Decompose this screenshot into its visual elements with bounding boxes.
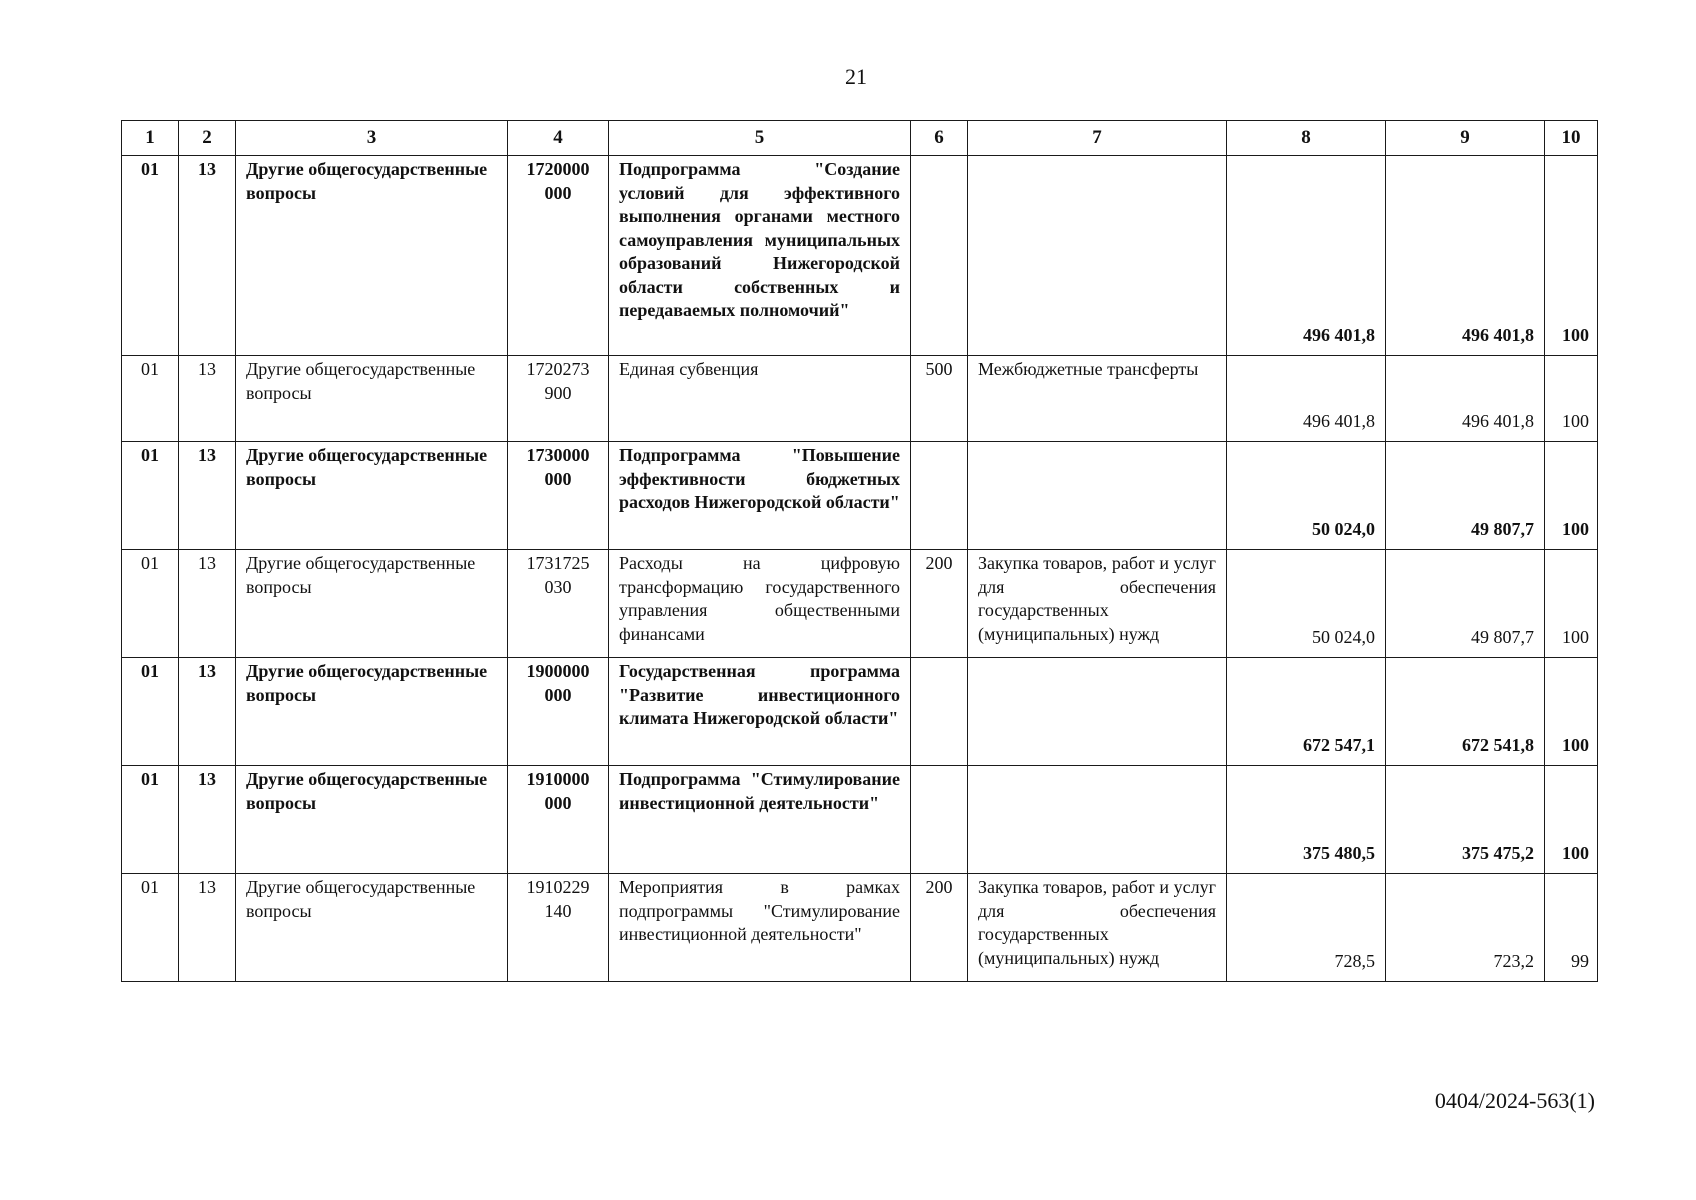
expense-type-code: 200 <box>911 874 968 982</box>
program-name: Подпрограмма "Повышение эффективности бюджетных расходов Нижегородской области" <box>609 442 911 550</box>
table-row <box>122 356 1598 442</box>
column-header: 10 <box>1545 121 1598 156</box>
column-header: 3 <box>236 121 508 156</box>
header-row <box>122 121 1598 156</box>
expense-type-code: 200 <box>911 550 968 658</box>
program-name: Мероприятия в рамках подпрограммы "Стимулирование инвестиционной деятельности" <box>609 874 911 982</box>
planned-amount: 496 401,8 <box>1227 356 1386 442</box>
planned-amount: 672 547,1 <box>1227 658 1386 766</box>
program-name: Подпрограмма "Создание условий для эффективного выполнения органами местного самоуправления муниципальных образований Нижегородской области собственных и передаваемых полномочий" <box>609 156 911 356</box>
table-row <box>122 550 1598 658</box>
actual-amount: 723,2 <box>1386 874 1545 982</box>
expense-type-name: Межбюджетные трансферты <box>968 356 1227 442</box>
expense-type-code <box>911 766 968 874</box>
subsection-code: 13 <box>179 442 236 550</box>
actual-amount: 496 401,8 <box>1386 156 1545 356</box>
column-header: 2 <box>179 121 236 156</box>
column-header: 8 <box>1227 121 1386 156</box>
expense-type-name <box>968 156 1227 356</box>
section-code: 01 <box>122 766 179 874</box>
execution-percent: 100 <box>1545 156 1598 356</box>
execution-percent: 100 <box>1545 442 1598 550</box>
section-name: Другие общегосударственные вопросы <box>236 156 508 356</box>
section-code: 01 <box>122 658 179 766</box>
subsection-code: 13 <box>179 156 236 356</box>
planned-amount: 728,5 <box>1227 874 1386 982</box>
actual-amount: 672 541,8 <box>1386 658 1545 766</box>
table-row <box>122 766 1598 874</box>
program-name: Расходы на цифровую трансформацию государственного управления общественными финансами <box>609 550 911 658</box>
page-number: 21 <box>845 64 867 89</box>
program-name: Подпрограмма "Стимулирование инвестиционной деятельности" <box>609 766 911 874</box>
program-name: Государственная программа "Развитие инвестиционного климата Нижегородской области" <box>609 658 911 766</box>
planned-amount: 496 401,8 <box>1227 156 1386 356</box>
table-row <box>122 442 1598 550</box>
column-header: 6 <box>911 121 968 156</box>
planned-amount: 50 024,0 <box>1227 550 1386 658</box>
section-code: 01 <box>122 156 179 356</box>
target-article-code: 1731725 030 <box>508 550 609 658</box>
section-code: 01 <box>122 442 179 550</box>
actual-amount: 375 475,2 <box>1386 766 1545 874</box>
execution-percent: 99 <box>1545 874 1598 982</box>
document-code: 0404/2024-563(1) <box>1434 1088 1595 1113</box>
table-row <box>122 658 1598 766</box>
execution-percent: 100 <box>1545 356 1598 442</box>
section-name: Другие общегосударственные вопросы <box>236 874 508 982</box>
subsection-code: 13 <box>179 874 236 982</box>
expense-type-name: Закупка товаров, работ и услуг для обеспечения государственных (муниципальных) нужд <box>968 874 1227 982</box>
expense-type-code <box>911 156 968 356</box>
table-row <box>122 156 1598 356</box>
expense-type-name <box>968 766 1227 874</box>
subsection-code: 13 <box>179 356 236 442</box>
subsection-code: 13 <box>179 766 236 874</box>
column-header: 1 <box>122 121 179 156</box>
column-header: 5 <box>609 121 911 156</box>
expense-type-code <box>911 442 968 550</box>
table-row <box>122 874 1598 982</box>
target-article-code: 1900000 000 <box>508 658 609 766</box>
target-article-code: 1720000 000 <box>508 156 609 356</box>
section-code: 01 <box>122 356 179 442</box>
column-header: 4 <box>508 121 609 156</box>
section-code: 01 <box>122 874 179 982</box>
expense-type-name <box>968 658 1227 766</box>
column-header: 9 <box>1386 121 1545 156</box>
target-article-code: 1730000 000 <box>508 442 609 550</box>
execution-percent: 100 <box>1545 658 1598 766</box>
execution-percent: 100 <box>1545 766 1598 874</box>
target-article-code: 1910000 000 <box>508 766 609 874</box>
budget-table <box>121 120 1598 982</box>
planned-amount: 375 480,5 <box>1227 766 1386 874</box>
target-article-code: 1720273 900 <box>508 356 609 442</box>
section-name: Другие общегосударственные вопросы <box>236 658 508 766</box>
expense-type-code <box>911 658 968 766</box>
program-name: Единая субвенция <box>609 356 911 442</box>
section-name: Другие общегосударственные вопросы <box>236 766 508 874</box>
execution-percent: 100 <box>1545 550 1598 658</box>
expense-type-name <box>968 442 1227 550</box>
target-article-code: 1910229 140 <box>508 874 609 982</box>
expense-type-name: Закупка товаров, работ и услуг для обеспечения государственных (муниципальных) нужд <box>968 550 1227 658</box>
actual-amount: 49 807,7 <box>1386 550 1545 658</box>
actual-amount: 49 807,7 <box>1386 442 1545 550</box>
column-header: 7 <box>968 121 1227 156</box>
section-name: Другие общегосударственные вопросы <box>236 442 508 550</box>
subsection-code: 13 <box>179 550 236 658</box>
section-name: Другие общегосударственные вопросы <box>236 550 508 658</box>
section-name: Другие общегосударственные вопросы <box>236 356 508 442</box>
expense-type-code: 500 <box>911 356 968 442</box>
section-code: 01 <box>122 550 179 658</box>
actual-amount: 496 401,8 <box>1386 356 1545 442</box>
planned-amount: 50 024,0 <box>1227 442 1386 550</box>
subsection-code: 13 <box>179 658 236 766</box>
